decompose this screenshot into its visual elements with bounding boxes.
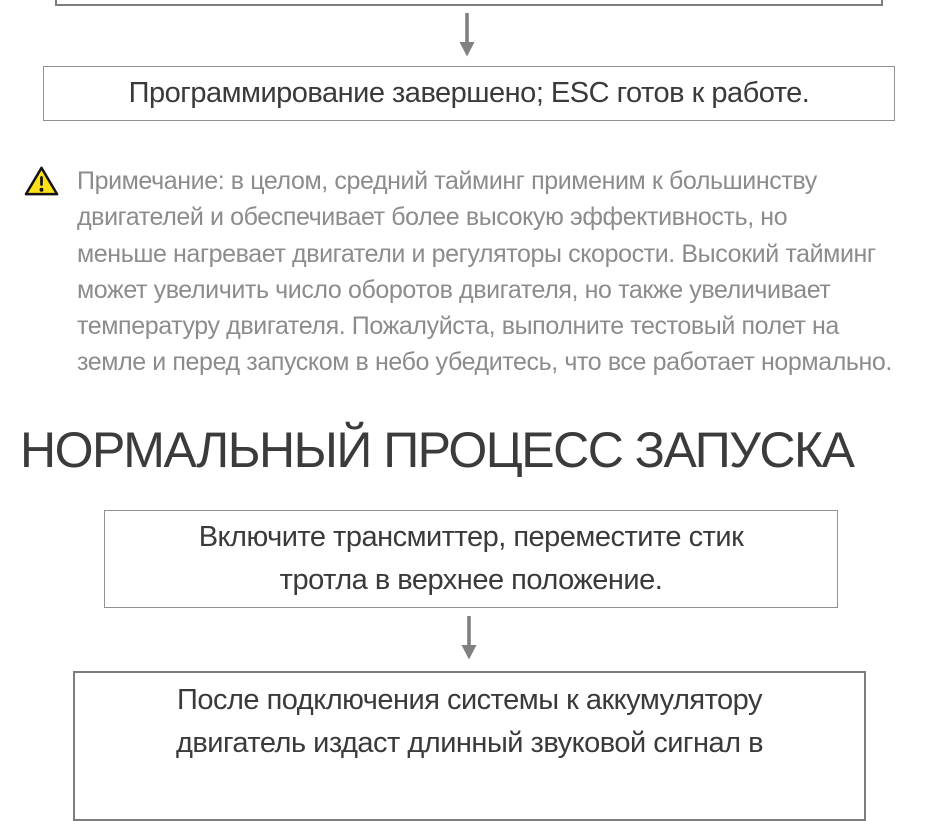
flow-box-programming-complete-text: Программирование завершено; ESC готов к работе. bbox=[128, 77, 810, 109]
note-line: двигателей и обеспечивает более высокую эффективность, но bbox=[77, 203, 788, 232]
flow-box-battery-line: После подключения системы к аккумулятору bbox=[177, 684, 762, 716]
section-heading: НОРМАЛЬНЫЙ ПРОЦЕСС ЗАПУСКА bbox=[20, 422, 854, 478]
note-line: может увеличить число оборотов двигателя, но также увеличивает bbox=[77, 275, 831, 304]
note-line: Примечание: в целом, средний тайминг применим к большинству bbox=[77, 167, 817, 195]
flow-arrow-down-icon bbox=[458, 13, 476, 57]
flow-box-transmitter-line: тротла в верхнее положение. bbox=[279, 564, 663, 596]
flow-box-partial-top bbox=[55, 0, 883, 6]
note-line: меньше нагревает двигатели и регуляторы скорости. Высокий тайминг bbox=[77, 239, 876, 268]
note-paragraph bbox=[77, 163, 927, 381]
flow-arrow-down-icon bbox=[460, 616, 478, 660]
flow-box-battery-line: двигатель издаст длинный звуковой сигнал в bbox=[175, 727, 764, 759]
flow-box-programming-complete bbox=[43, 66, 895, 121]
flow-box-transmitter bbox=[104, 510, 838, 608]
note-line: температуру двигателя. Пожалуйста, выполните тестовый полет на bbox=[77, 312, 839, 341]
flow-box-battery-connect bbox=[73, 671, 866, 821]
note-line: земле и перед запуском в небо убедитесь, что все работает нормально. bbox=[77, 348, 892, 377]
flow-box-transmitter-line: Включите трансмиттер, переместите стик bbox=[198, 521, 744, 553]
warning-triangle-icon bbox=[24, 165, 59, 197]
